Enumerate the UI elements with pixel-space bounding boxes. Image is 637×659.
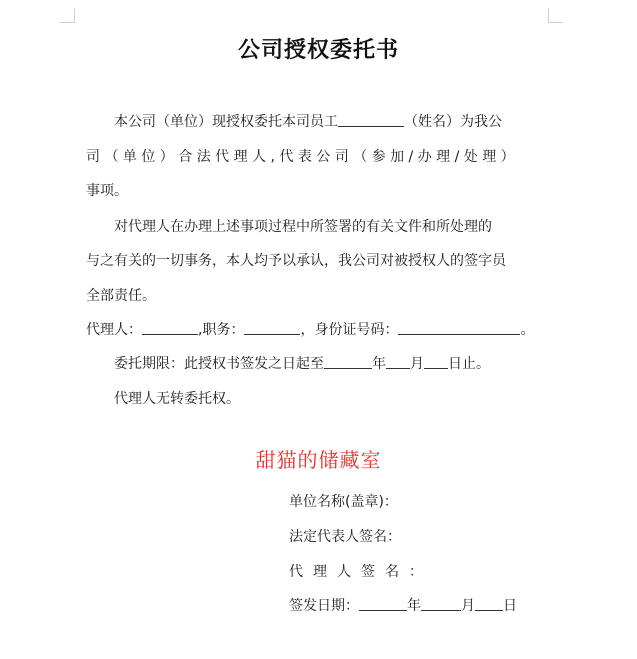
issue-year-label: 年 <box>407 598 421 614</box>
term-year-blank <box>324 354 372 369</box>
paragraph-2-line-2: 与之有关的一切事务，本人均予以承认，我公司对被授权人的签字员 <box>86 253 506 269</box>
term-day-blank <box>424 354 448 369</box>
crop-mark-top-right <box>548 8 563 23</box>
term-prefix: 委托期限：此授权书签发之日起至 <box>114 356 324 372</box>
unit-name-seal-label: 单位名称(盖章)： <box>289 494 398 510</box>
agent-info-line <box>86 319 534 339</box>
term-year-label: 年 <box>372 356 386 372</box>
position-blank <box>244 320 300 335</box>
issue-day-label: 日 <box>503 598 517 614</box>
legal-rep-signature-label: 法定代表人签名： <box>289 529 401 545</box>
crop-mark-top-left <box>60 8 75 23</box>
p1-text-a: 本公司（单位）现授权委托本司员工 <box>114 114 338 130</box>
issue-date-label: 签发日期： <box>289 598 359 614</box>
issue-month-blank <box>421 596 461 611</box>
agent-signature-label: 代理人签名： <box>289 564 433 580</box>
id-number-label: ，身份证号码： <box>300 322 399 338</box>
document-title: 公司授权委托书 <box>237 38 399 63</box>
paragraph-2-line-1: 对代理人在办理上述事项过程中所签署的有关文件和所处理的 <box>114 219 492 235</box>
agent-line-end: 。 <box>520 322 535 338</box>
term-line <box>114 353 490 373</box>
term-suffix: 日止。 <box>448 356 490 372</box>
issue-date-line <box>289 595 517 615</box>
id-number-blank <box>398 320 520 335</box>
no-transfer-line: 代理人无转委托权。 <box>114 391 240 407</box>
paragraph-1-line-2: 司 （ 单 位 ） 合 法 代 理 人 , 代 表 公 司 （ 参 加 / 办 理 / 处 理 ） <box>86 149 515 165</box>
stamp-name: 甜猫的储藏室 <box>255 448 382 472</box>
term-month-label: 月 <box>410 356 424 372</box>
issue-month-label: 月 <box>461 598 475 614</box>
issue-day-blank <box>475 596 503 611</box>
agent-name-blank <box>142 320 198 335</box>
p1-text-b: （姓名）为我公 <box>404 114 502 130</box>
paragraph-1-line-3: 事项。 <box>86 183 128 199</box>
employee-name-blank <box>338 112 404 127</box>
issue-year-blank <box>359 596 407 611</box>
agent-label: 代理人： <box>86 322 142 338</box>
paragraph-2-line-3: 全部责任。 <box>86 288 156 304</box>
term-month-blank <box>386 354 410 369</box>
paragraph-1-line-1 <box>114 111 502 131</box>
position-label: ,职务： <box>198 322 245 338</box>
